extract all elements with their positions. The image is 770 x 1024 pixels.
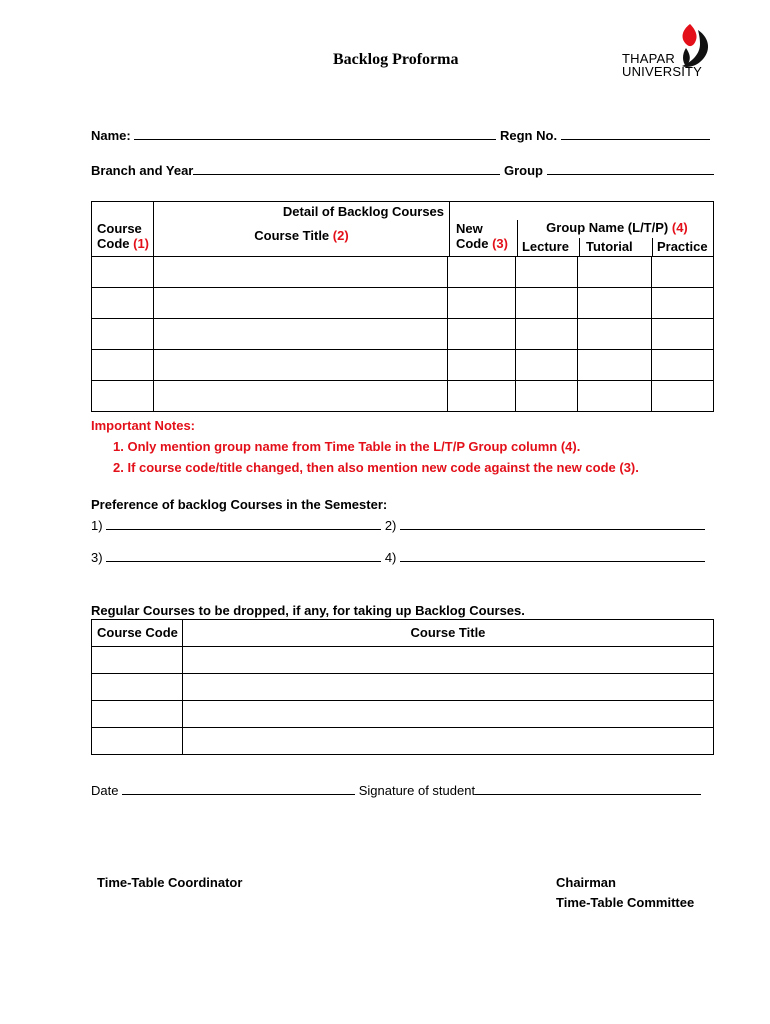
footer-chairman: Chairman <box>556 875 616 890</box>
preference-row-2 <box>91 549 714 565</box>
page-title: Backlog Proforma <box>333 51 459 68</box>
logo-line-2: UNIVERSITY <box>622 64 703 79</box>
header-dropped-code: Course Code <box>92 620 183 647</box>
pref-4-field[interactable] <box>400 549 705 562</box>
pref-2-field[interactable] <box>400 517 705 530</box>
table-row <box>92 701 714 728</box>
table-row <box>92 318 714 349</box>
regn-field[interactable] <box>561 127 710 140</box>
header-new-code: New Code (3) <box>455 221 508 251</box>
table-row <box>92 256 714 287</box>
header-dropped-title: Course Title <box>182 620 713 647</box>
date-field[interactable] <box>122 782 355 795</box>
preference-heading: Preference of backlog Courses in the Semester: <box>91 497 388 512</box>
note-item-1: 1. Only mention group name from Time Table in the L/T/P Group column (4). <box>113 439 581 454</box>
regn-label: Regn No. <box>500 128 558 143</box>
header-course-code: Course Code (1) <box>92 202 154 257</box>
logo-line-1: THAPAR <box>622 51 675 66</box>
header-course-title: Course Title (2) <box>254 228 349 243</box>
date-label: Date <box>91 783 119 798</box>
dropped-heading: Regular Courses to be dropped, if any, for taking up Backlog Courses. <box>91 603 525 618</box>
signature-label: Signature of student <box>358 783 476 798</box>
pref-1-label: 1) <box>91 518 103 533</box>
branch-field[interactable] <box>193 162 500 175</box>
header-practice: Practice <box>656 239 708 254</box>
notes-heading: Important Notes: <box>91 418 195 433</box>
footer-committee: Time-Table Committee <box>556 895 695 910</box>
university-logo <box>620 20 720 80</box>
pref-3-field[interactable] <box>106 549 381 562</box>
signature-field[interactable] <box>475 782 701 795</box>
header-tutorial: Tutorial <box>585 239 633 254</box>
branch-label: Branch and Year <box>91 163 194 178</box>
table-row <box>92 647 714 674</box>
pref-2-label: 2) <box>384 518 397 533</box>
important-notes <box>91 415 639 478</box>
group-label: Group <box>504 163 543 178</box>
note-item-2: 2. If course code/title changed, then also mention new code against the new code (3). <box>113 460 639 475</box>
name-label: Name: <box>91 128 131 143</box>
table-row <box>92 380 714 411</box>
pref-3-label: 3) <box>91 550 103 565</box>
pref-1-field[interactable] <box>106 517 381 530</box>
header-detail-group <box>153 202 713 256</box>
header-group-name: Group Name (L/T/P) (4) <box>546 220 688 235</box>
group-field[interactable] <box>547 162 714 175</box>
footer-coordinator: Time-Table Coordinator <box>97 875 243 890</box>
branch-row <box>91 162 714 178</box>
pref-4-label: 4) <box>384 550 397 565</box>
preference-row-1 <box>91 517 714 533</box>
signature-row <box>91 782 714 798</box>
table-row <box>92 674 714 701</box>
dropped-courses-table <box>91 619 714 755</box>
backlog-courses-table <box>91 201 714 412</box>
table-row <box>92 349 714 380</box>
table-row <box>92 728 714 755</box>
header-detail-title: Detail of Backlog Courses <box>282 204 445 219</box>
name-row <box>91 127 714 143</box>
header-lecture: Lecture <box>521 239 569 254</box>
table-row <box>92 287 714 318</box>
name-field[interactable] <box>134 127 496 140</box>
